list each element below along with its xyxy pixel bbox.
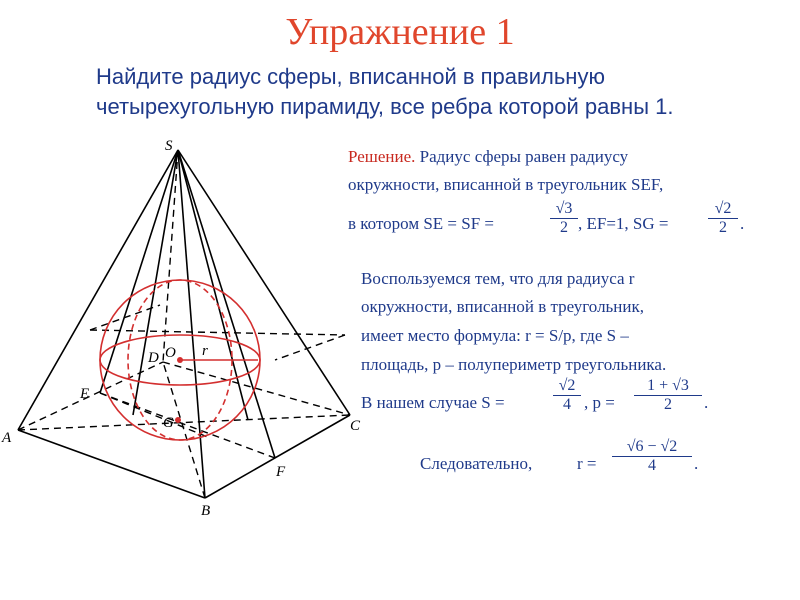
conclusion-end: . [694, 454, 699, 473]
hidden-edges [18, 150, 350, 498]
task-line-1: Найдите радиус сферы, вписанной в правильную [96, 64, 605, 89]
label-C: C [350, 418, 361, 434]
fraction-r: $\frac{√6 - √2}{4}$ [612, 438, 692, 475]
fraction-SG: $\frac{√2}{2}$ [708, 200, 738, 237]
solution-line-1: Решение. Радиус сферы равен радиусу [348, 147, 629, 166]
apothem-SF [178, 150, 275, 458]
label-F: F [276, 464, 286, 480]
formula-line-2: окружности, вписанной в треугольник, [361, 297, 645, 316]
solution-line-3-end: . [740, 214, 745, 233]
edge-SD [163, 150, 178, 362]
fraction-SE: $\frac{√3}{2}$ [550, 200, 578, 237]
conclusion-prefix: Следовательно, [420, 454, 533, 473]
case-prefix: В нашем случае S = [361, 393, 505, 412]
label-S: S [165, 140, 173, 154]
task-statement [96, 62, 776, 122]
edge-BC [205, 415, 350, 498]
pyramid-edges [18, 150, 350, 498]
formula-line-3: имеет место формула: r = S/p, где S – [361, 326, 629, 345]
fraction-p: $\frac{1 + √3}{2}$ [634, 377, 702, 414]
label-A: A [2, 430, 12, 446]
label-E: E [80, 386, 90, 402]
solution-label: Решение. [348, 147, 416, 166]
fraction-S: $\frac{√2}{4}$ [553, 377, 581, 414]
label-D: D [148, 350, 159, 366]
task-line-2: четырехугольную пирамиду, все ребра которой равны 1. [96, 94, 674, 119]
solution-line-3-mid: , EF=1, SG = [578, 214, 669, 233]
solution-line-3-prefix: в котором SE = SF = [348, 214, 495, 233]
solution-line-2: окружности, вписанной в треугольник SEF, [348, 175, 664, 194]
case-mid: , p = [584, 393, 615, 412]
conclusion-r-eq: r = [577, 454, 597, 473]
label-B: B [201, 503, 211, 519]
page-title: Упражнение 1 [285, 11, 515, 53]
label-r: r [202, 343, 208, 359]
label-G: G [163, 415, 174, 431]
label-O: O [165, 345, 176, 361]
edge-DC [163, 362, 350, 415]
formula-line-4: площадь, p – полупериметр треугольника. [361, 355, 667, 374]
formula-line-1: Воспользуемся тем, что для радиуса r [361, 269, 635, 288]
case-end: . [704, 393, 709, 412]
edge-AD [18, 362, 163, 430]
pyramid-figure [0, 140, 380, 520]
edge-SC [178, 150, 350, 415]
